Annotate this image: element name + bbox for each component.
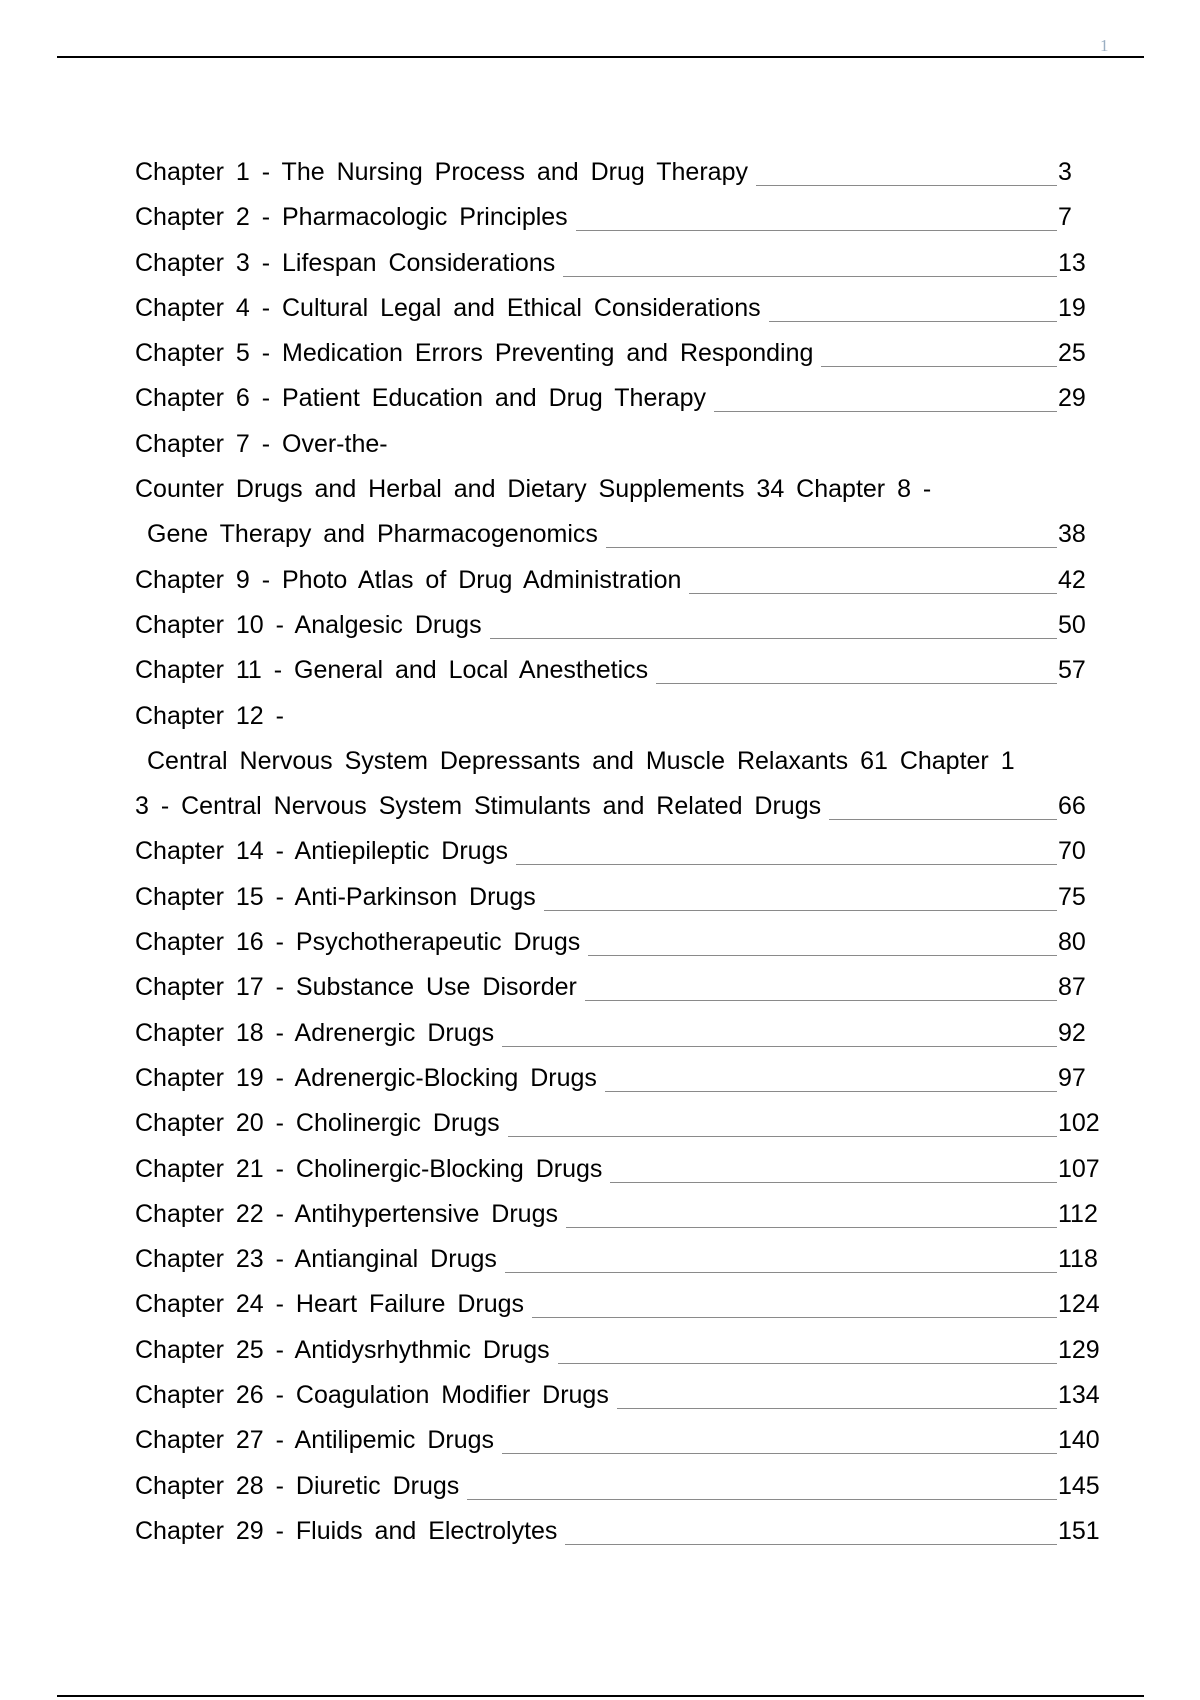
toc-entry-title: Gene Therapy and Pharmacogenomics [147,520,598,549]
toc-line-text: Chapter 7 - Over-the- [135,429,388,458]
toc-entry-page: 140 [1058,1426,1100,1455]
toc-leader-line [756,185,1057,186]
toc-entry[interactable] [135,1109,1100,1154]
toc-leader-line [821,366,1057,367]
toc-entry-page: 134 [1058,1381,1100,1410]
toc-entry-title: Chapter 21 - Cholinergic-Blocking Drugs [135,1154,603,1183]
toc-entry-title: Chapter 5 - Medication Errors Preventing and Responding [135,339,814,368]
toc-entry-page: 75 [1058,882,1086,911]
toc-line-text: Counter Drugs and Herbal and Dietary Supplements 34 Chapter 8 - [135,475,932,504]
toc-entry-title: Chapter 19 - Adrenergic-Blocking Drugs [135,1063,597,1092]
toc-leader-line [585,1000,1057,1001]
toc-leader-line [565,1544,1057,1545]
toc-entry-page: 66 [1058,792,1086,821]
toc-text-line[interactable] [135,475,1100,520]
toc-leader-line [606,547,1057,548]
toc-entry-title: Chapter 26 - Coagulation Modifier Drugs [135,1381,609,1410]
page-number: 1 [1100,36,1109,55]
toc-entry-title: Chapter 2 - Pharmacologic Principles [135,203,568,232]
toc-entry[interactable] [135,249,1100,294]
toc-entry[interactable] [135,520,1100,565]
toc-entry-title: Chapter 24 - Heart Failure Drugs [135,1290,525,1319]
toc-leader-line [532,1317,1057,1318]
toc-text-line[interactable] [135,430,1100,475]
toc-entry[interactable] [135,1155,1100,1200]
toc-entry-page: 80 [1058,928,1086,957]
toc-entry-page: 38 [1058,520,1086,549]
toc-entry-title: 3 - Central Nervous System Stimulants and Related Drugs [135,792,822,821]
toc-entry-page: 92 [1058,1018,1086,1047]
toc-entry-title: Chapter 6 - Patient Education and Drug Therapy [135,384,706,413]
toc-entry-page: 112 [1058,1199,1098,1228]
toc-entry[interactable] [135,1064,1100,1109]
toc-leader-line [829,819,1057,820]
toc-leader-line [689,593,1057,594]
toc-leader-line [505,1272,1057,1273]
toc-leader-line [558,1363,1057,1364]
toc-entry[interactable] [135,339,1100,384]
toc-entry-title: Chapter 16 - Psychotherapeutic Drugs [135,928,581,957]
toc-entry-title: Chapter 15 - Anti-Parkinson Drugs [135,882,536,911]
toc-leader-line [502,1453,1057,1454]
toc-entry[interactable] [135,973,1100,1018]
toc-entry[interactable] [135,1200,1100,1245]
toc-entry[interactable] [135,656,1100,701]
toc-entry-page: 118 [1058,1245,1098,1274]
toc-entry-title: Chapter 9 - Photo Atlas of Drug Administration [135,565,682,594]
toc-entry[interactable] [135,1336,1100,1381]
toc-entry[interactable] [135,384,1100,429]
toc-leader-line [610,1182,1057,1183]
toc-entry[interactable] [135,792,1100,837]
toc-entry[interactable] [135,1290,1100,1335]
toc-leader-line [544,910,1057,911]
toc-entry-page: 25 [1058,339,1086,368]
toc-entry-page: 50 [1058,610,1086,639]
toc-entry-page: 97 [1058,1063,1086,1092]
toc-entry-title: Chapter 17 - Substance Use Disorder [135,973,577,1002]
toc-entry-title: Chapter 29 - Fluids and Electrolytes [135,1516,558,1545]
toc-entry-title: Chapter 10 - Analgesic Drugs [135,610,482,639]
toc-leader-line [508,1136,1057,1137]
toc-entry-page: 70 [1058,837,1086,866]
toc-entry[interactable] [135,1472,1100,1517]
toc-leader-line [617,1408,1057,1409]
toc-entry-title: Chapter 14 - Antiepileptic Drugs [135,837,508,866]
toc-entry-page: 19 [1058,293,1086,322]
toc-entry[interactable] [135,1426,1100,1471]
toc-entry-title: Chapter 27 - Antilipemic Drugs [135,1426,495,1455]
header-rule [57,56,1144,58]
toc-leader-line [502,1046,1057,1047]
toc-entry-title: Chapter 28 - Diuretic Drugs [135,1471,460,1500]
toc-line-text: Central Nervous System Depressants and Muscle Relaxants 61 Chapter 1 [147,746,1015,775]
toc-entry[interactable] [135,928,1100,973]
toc-leader-line [769,321,1057,322]
toc-entry-title: Chapter 3 - Lifespan Considerations [135,248,556,277]
footer-rule [57,1695,1144,1697]
toc-entry-title: Chapter 11 - General and Local Anesthetics [135,656,649,685]
toc-entry-page: 57 [1058,656,1086,685]
toc-entry-page: 42 [1058,565,1086,594]
toc-entry-title: Chapter 1 - The Nursing Process and Drug Therapy [135,158,748,186]
toc-entry-page: 129 [1058,1335,1100,1364]
toc-leader-line [516,864,1057,865]
toc-entry[interactable] [135,1019,1100,1064]
toc-text-line[interactable] [135,747,1100,792]
toc-entry-page: 3 [1058,158,1072,186]
toc-leader-line [566,1227,1057,1228]
toc-entry-title: Chapter 25 - Antidysrhythmic Drugs [135,1335,550,1364]
toc-entry-title: Chapter 4 - Cultural Legal and Ethical Considerations [135,293,761,322]
table-of-contents [135,158,1100,1562]
toc-entry-page: 13 [1058,248,1086,277]
toc-entry-page: 29 [1058,384,1086,413]
toc-entry[interactable] [135,883,1100,928]
toc-entry[interactable] [135,1517,1100,1562]
toc-leader-line [467,1499,1057,1500]
toc-entry-title: Chapter 20 - Cholinergic Drugs [135,1109,500,1138]
toc-leader-line [490,638,1057,639]
toc-entry-page: 87 [1058,973,1086,1002]
toc-entry-title: Chapter 23 - Antianginal Drugs [135,1245,497,1274]
toc-leader-line [588,955,1057,956]
toc-entry[interactable] [135,837,1100,882]
toc-entry-page: 7 [1058,203,1072,232]
toc-entry-page: 151 [1058,1516,1100,1545]
toc-leader-line [563,276,1057,277]
toc-entry[interactable] [135,1245,1100,1290]
toc-leader-line [656,683,1057,684]
toc-entry[interactable] [135,294,1100,339]
toc-entry[interactable] [135,611,1100,656]
toc-leader-line [576,230,1057,231]
toc-entry-title: Chapter 18 - Adrenergic Drugs [135,1018,495,1047]
toc-entry-page: 107 [1058,1154,1100,1183]
toc-entry-page: 145 [1058,1471,1100,1500]
toc-leader-line [714,411,1057,412]
toc-text-line[interactable] [135,702,1100,747]
toc-entry[interactable] [135,158,1100,203]
toc-entry-title: Chapter 22 - Antihypertensive Drugs [135,1199,558,1228]
toc-entry[interactable] [135,203,1100,248]
toc-entry[interactable] [135,1381,1100,1426]
toc-line-text: Chapter 12 - [135,701,284,730]
toc-entry-page: 124 [1058,1290,1100,1319]
toc-entry[interactable] [135,566,1100,611]
toc-leader-line [605,1091,1057,1092]
toc-entry-page: 102 [1058,1109,1100,1138]
